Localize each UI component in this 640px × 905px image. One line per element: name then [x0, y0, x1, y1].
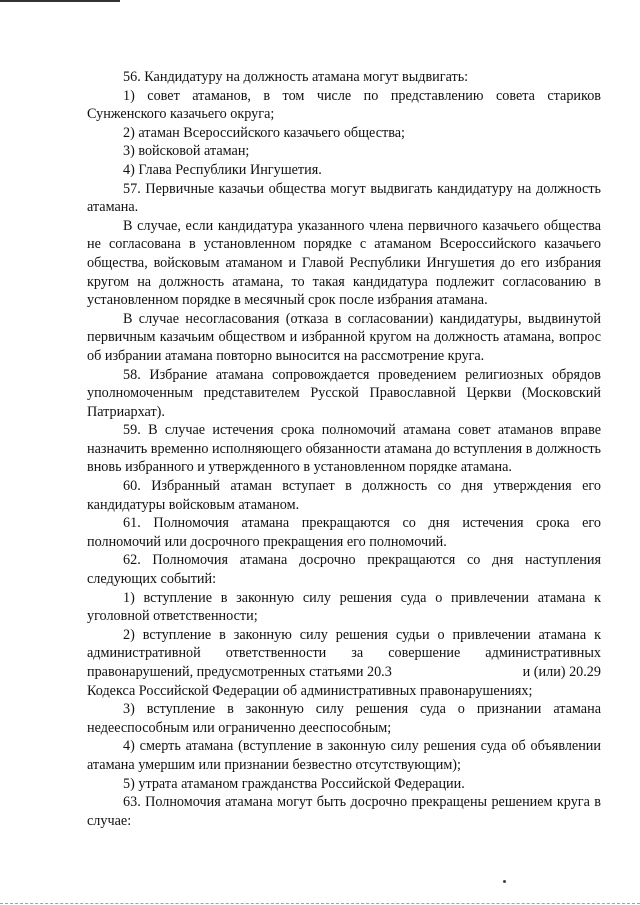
- paragraph-57: 57. Первичные казачьи общества могут выдвигать кандидатуру на должность атамана.: [87, 180, 601, 216]
- list-item-62-5: 5) утрата атаманом гражданства Российской Федерации.: [123, 775, 465, 792]
- scan-top-rule: [0, 0, 120, 2]
- list-item-62-4: 4) смерть атамана (вступление в законную силу решения суда об объявлении атамана умершим или признании безвестно отсутствующим);: [87, 738, 601, 773]
- paragraph-56: 56. Кандидатуру на должность атамана могут выдвигать:: [123, 69, 469, 85]
- paragraph-58: 58. Избрание атамана сопровождается проведением религиозных обрядов уполномоченным представителем Русской Православной Церкви (Московский Патриархат).: [87, 366, 601, 420]
- paragraph-59: 59. В случае истечения срока полномочий атамана совет атаманов вправе назначить временно исполняющего обязанности атамана до вступления в должность вновь избранного и утвержденного в установленном порядке атамана.: [87, 422, 601, 476]
- list-item-56-3: 3) войсковой атаман;: [123, 143, 250, 160]
- list-item-62-2-text: 2) вступление в законную силу решения судьи о привлечении атамана к административной ответственности за совершение административных правонарушений, предусмотренных статьями 20.3: [87, 626, 601, 680]
- paragraph-57-case-1: В случае, если кандидатура указанного члена первичного казачьего общества не согласована в установленном порядке с атаманом Всероссийского казачьего общества, войсковым атаманом и Главой Республики Ингушетия до его избрания кругом на должность атамана, то такая кандидатура подлежит согласованию в установленном порядке в месячный срок после избрания атамана.: [87, 217, 601, 309]
- paragraph-60: 60. Избранный атаман вступает в должность со дня утверждения его кандидатуры войсковым атаманом.: [87, 478, 601, 513]
- list-item-62-2-tail: и (или) 20.29: [522, 664, 601, 680]
- paragraph-57-case-2: В случае несогласования (отказа в согласовании) кандидатуры, выдвинутой первичным казачьим обществом и избранной кругом на должность атамана, вопрос об избрании атамана повторно выносится на рассмотрение круга.: [87, 310, 601, 364]
- list-item-56-2: 2) атаман Всероссийского казачьего общества;: [123, 124, 405, 141]
- paragraph-61: 61. Полномочия атамана прекращаются со дня истечения срока его полномочий или досрочного прекращения его полномочий.: [87, 515, 601, 550]
- list-item-62-1: 1) вступление в законную силу решения суда о привлечении атамана к уголовной ответственности;: [87, 589, 601, 625]
- list-item-62-3: 3) вступление в законную силу решения суда о признании атамана недееспособным или ограниченно дееспособным;: [87, 701, 601, 736]
- scan-bottom-rule: [0, 903, 640, 904]
- paragraph-62: 62. Полномочия атамана досрочно прекращаются со дня наступления следующих событий:: [87, 552, 601, 588]
- document-body: [87, 68, 601, 830]
- paragraph-63: 63. Полномочия атамана могут быть досрочно прекращены решением круга в случае:: [87, 794, 601, 829]
- scan-speck: [503, 880, 506, 883]
- list-item-62-2-continued: Кодекса Российской Федерации об административных правонарушениях;: [87, 682, 533, 699]
- list-item-56-1: 1) совет атаманов, в том числе по представлению совета стариков Сунженского казачьего округа;: [87, 87, 601, 123]
- list-item-56-4: 4) Глава Республики Ингушетия.: [123, 161, 322, 178]
